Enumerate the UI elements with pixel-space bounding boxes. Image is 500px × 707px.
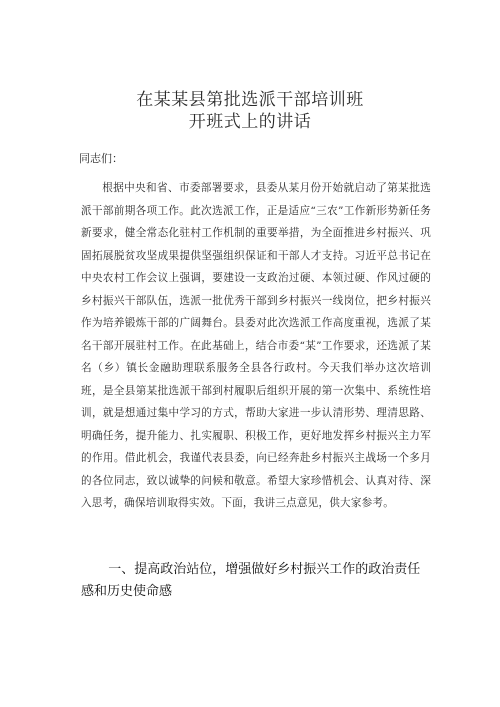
- document-title-line-1: 在某某县第批选派干部培训班: [136, 90, 364, 110]
- body-paragraph: 根据中央和省、市委部署要求，县委从某月份开始就启动了第某批选派干部前期各项工作。此次选派工作，正是适应“三农”工作新形势新任务新要求，健全常态化驻村工作机制的重要举措，为全面推进乡村振兴、巩固拓展脱贫攻坚成果提供坚强组织保证和干部人才支持。习近平总书记在中央农村工作会议上强调，要建设一支政治过硬、本领过硬、作风过硬的乡村振兴干部队伍，选派一批优秀干部到乡村振兴一线岗位，把乡村振兴作为培养锻炼干部的广阔舞台。县委对此次选派工作高度重视，选派了某名干部开展驻村工作。在此基础上，结合市委“某”工作要求，还选派了某名（乡）镇长金融助理联系服务全县各行政村。今天我们举办这次培训班，是全县第某批选派干部到村履职后组织开展的第一次集中、系统性培训，就是想通过集中学习的方式，帮助大家进一步认清形势、理清思路、明确任务，提升能力、扎实履职、积极工作，更好地发挥乡村振兴主力军的作用。借此机会，我谨代表县委，向已经奔赴乡村振兴主战场一个多月的各位同志，致以诚挚的问候和敬意。希望大家珍惜机会、认真对待、深入思考，确保培训取得实效。下面，我讲三点意见，供大家参考。: [81, 182, 431, 509]
- section-heading-1: 一、提高政治站位，增强做好乡村振兴工作的政治责任感和历史使命感: [81, 562, 421, 599]
- salutation: 同志们：: [79, 152, 123, 165]
- document-title-line-2: 开班式上的讲话: [188, 112, 312, 132]
